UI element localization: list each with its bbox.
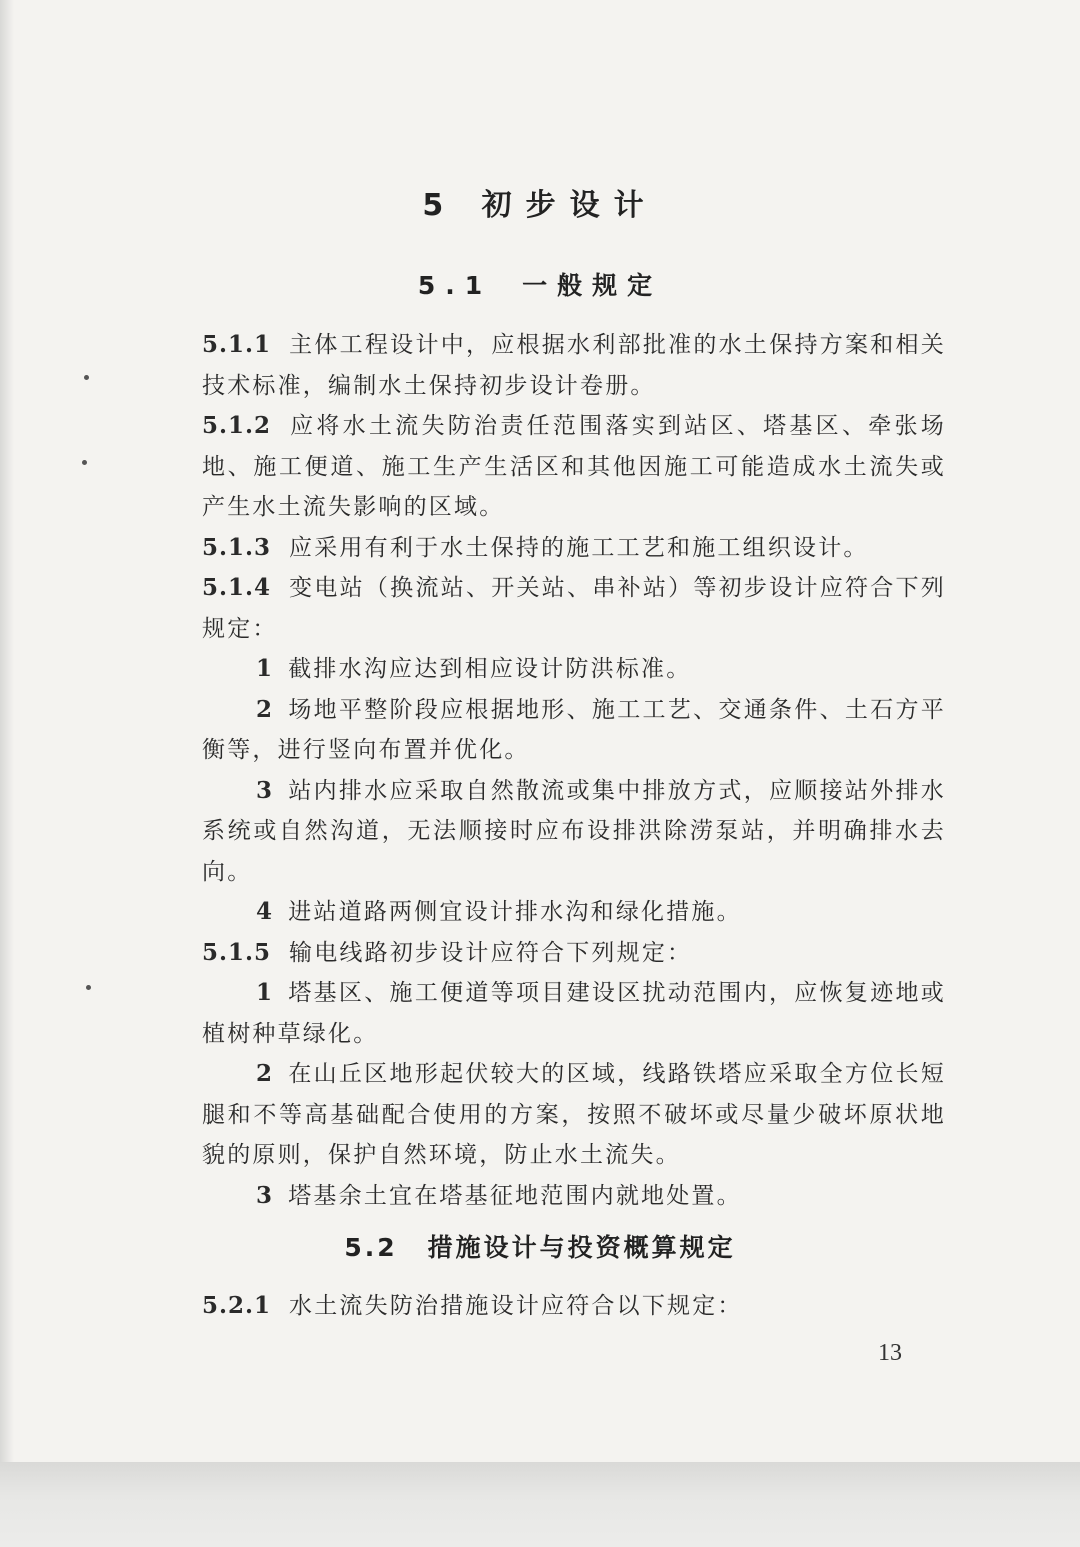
item-number: 1 xyxy=(256,979,275,1006)
section-title-text: 一般规定 xyxy=(522,271,663,300)
list-item xyxy=(202,1176,946,1217)
item-text: 在山丘区地形起伏较大的区域，线路铁塔应采取全方位长短腿和不等高基础配合使用的方案，按照不破坏或尽量少破坏原状地貌的原则，保护自然环境，防止水土流失。 xyxy=(202,1061,946,1168)
scan-speck xyxy=(84,375,89,380)
list-item xyxy=(202,771,946,893)
clause-5-1-2 xyxy=(202,406,946,528)
clause-number: 5.2.1 xyxy=(202,1292,272,1319)
item-text: 塔基区、施工便道等项目建设区扰动范围内，应恢复迹地或植树种草绿化。 xyxy=(202,980,946,1047)
clause-5-1-4 xyxy=(202,568,946,649)
section-5-1-body xyxy=(202,325,946,1216)
scan-speck xyxy=(86,985,91,990)
chapter-title: 5 初步设计 xyxy=(422,188,658,223)
scan-bottom-margin xyxy=(0,1462,1080,1547)
section-title-5-1 xyxy=(0,266,1080,302)
clause-5-1-3 xyxy=(202,528,946,569)
item-number: 4 xyxy=(256,898,275,925)
clause-number: 5.1.1 xyxy=(202,331,272,358)
page-number: 13 xyxy=(878,1340,902,1366)
clause-text: 主体工程设计中，应根据水利部批准的水土保持方案和相关技术标准，编制水土保持初步设计卷册。 xyxy=(202,332,946,399)
list-item xyxy=(202,973,946,1054)
item-text: 站内排水应采取自然散流或集中排放方式，应顺接站外排水系统或自然沟道，无法顺接时应布设排洪除涝泵站，并明确排水去向。 xyxy=(202,777,946,885)
item-number: 2 xyxy=(256,695,275,723)
clause-number: 5.1.2 xyxy=(202,412,272,439)
section-number: 5.2 xyxy=(344,1233,398,1262)
list-item xyxy=(202,690,946,771)
item-number: 3 xyxy=(256,776,275,804)
scan-speck xyxy=(82,460,87,465)
item-text: 塔基余土宜在塔基征地范围内就地处置。 xyxy=(288,1182,742,1209)
clause-5-1-5 xyxy=(202,933,946,974)
item-number: 2 xyxy=(256,1060,275,1087)
item-text: 进站道路两侧宜设计排水沟和绿化措施。 xyxy=(288,899,742,925)
section-title-text: 措施设计与投资概算规定 xyxy=(427,1233,736,1262)
clause-number: 5.1.3 xyxy=(202,533,272,561)
item-text: 截排水沟应达到相应设计防洪标准。 xyxy=(288,656,692,682)
section-title-5-2 xyxy=(0,1228,1080,1264)
clause-number: 5.1.4 xyxy=(202,574,272,601)
clause-text: 应采用有利于水土保持的施工工艺和施工组织设计。 xyxy=(289,534,869,561)
clause-5-1-1 xyxy=(202,325,946,406)
list-item xyxy=(202,649,946,690)
item-number: 3 xyxy=(256,1181,275,1209)
item-text: 场地平整阶段应根据地形、施工工艺、交通条件、土石方平衡等，进行竖向布置并优化。 xyxy=(202,696,946,763)
clause-5-2-1 xyxy=(202,1286,946,1326)
list-item xyxy=(202,1054,946,1176)
clause-text: 变电站（换流站、开关站、串补站）等初步设计应符合下列规定： xyxy=(202,575,946,642)
clause-text: 水土流失防治措施设计应符合以下规定： xyxy=(289,1293,743,1319)
item-number: 1 xyxy=(256,655,275,682)
clause-text: 输电线路初步设计应符合下列规定： xyxy=(289,939,693,966)
clause-number: 5.1.5 xyxy=(202,938,272,966)
clause-text: 应将水土流失防治责任范围落实到站区、塔基区、牵张场地、施工便道、施工生产生活区和其他因施工可能造成水土流失或产生水土流失影响的区域。 xyxy=(202,413,946,520)
section-number: 5.1 xyxy=(417,271,493,300)
list-item xyxy=(202,892,946,933)
